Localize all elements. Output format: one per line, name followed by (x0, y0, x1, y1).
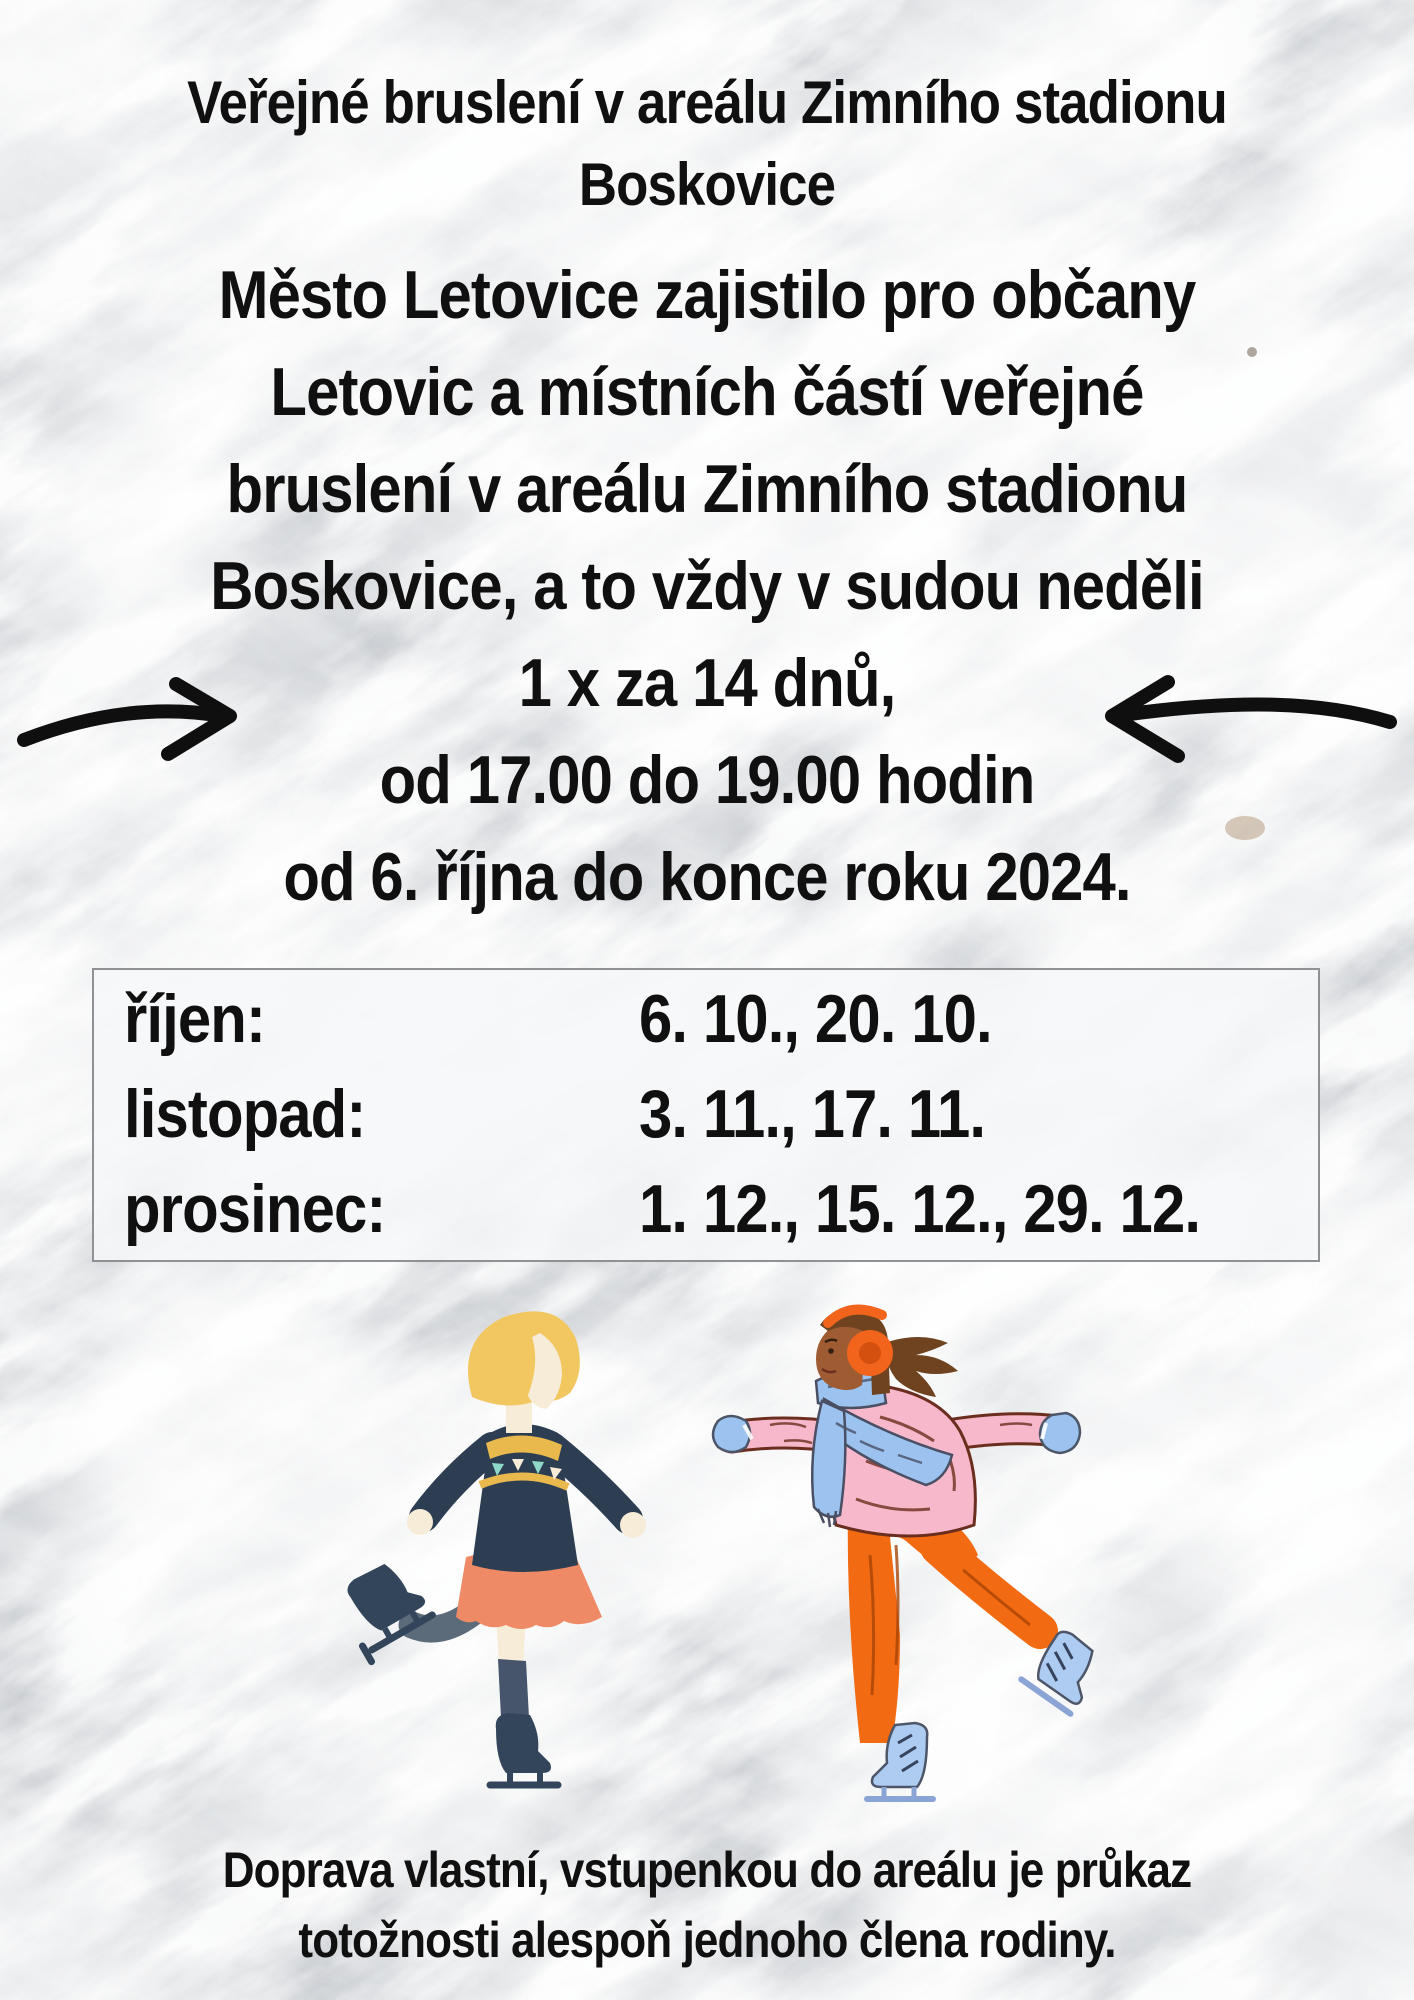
skater-girl-ponytail (713, 1309, 1100, 1799)
intro-line: bruslení v areálu Zimního stadionu (226, 451, 1188, 527)
poster-title (0, 62, 1414, 226)
schedule-row (124, 1067, 1318, 1162)
intro-line: 1 x za 14 dnů, (518, 645, 896, 721)
intro-line: od 6. října do konce roku 2024. (283, 839, 1131, 915)
schedule-month: říjen: (124, 981, 266, 1057)
schedule-month: prosinec: (124, 1171, 386, 1247)
intro-line: od 17.00 do 19.00 hodin (379, 742, 1035, 818)
hair (468, 1311, 580, 1405)
schedule-box (92, 968, 1320, 1262)
intro-line: Město Letovice zajistilo pro občany (218, 257, 1196, 333)
poster-footer (0, 1835, 1414, 1975)
schedule-dates: 1. 12., 15. 12., 29. 12. (639, 1171, 1201, 1247)
hand (407, 1509, 433, 1535)
schedule-dates: 3. 11., 17. 11. (639, 1076, 986, 1152)
skater-girl-blonde (331, 1311, 646, 1785)
title-line-1: Veřejné bruslení v areálu Zimního stadionu (187, 69, 1227, 136)
schedule-month: listopad: (124, 1076, 366, 1152)
intro-line: Boskovice, a to vždy v sudou neděli (210, 548, 1204, 624)
hand (620, 1512, 646, 1538)
title-line-2: Boskovice (578, 151, 836, 218)
schedule-dates: 6. 10., 20. 10. (639, 981, 992, 1057)
schedule-row (124, 1162, 1318, 1257)
footer-line-2: totožnosti alespoň jednoho člena rodiny. (298, 1912, 1116, 1968)
schedule-row (124, 972, 1318, 1067)
footer-line-1: Doprava vlastní, vstupenkou do areálu je průkaz (222, 1842, 1192, 1898)
schedule-table (94, 970, 1318, 1257)
intro-line: Letovic a místních částí veřejné (270, 354, 1144, 430)
ice-skaters-illustration (300, 1295, 1100, 1840)
poster-intro (0, 247, 1414, 926)
